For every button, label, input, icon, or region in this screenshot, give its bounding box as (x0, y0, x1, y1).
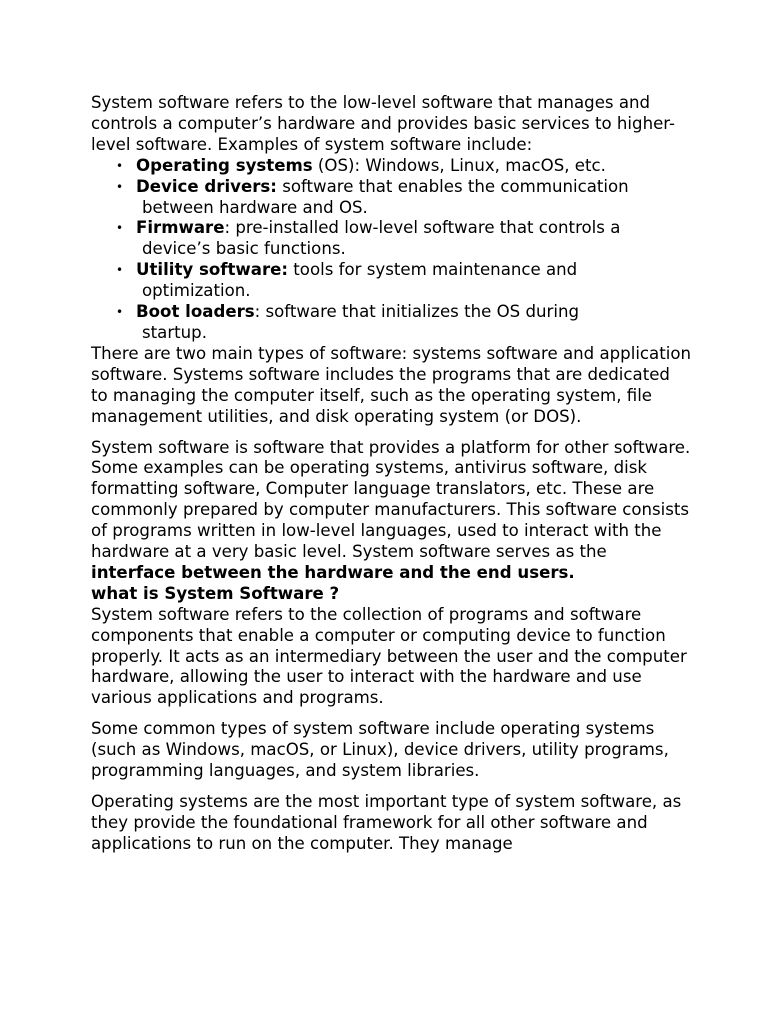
common-types-paragraph: Some common types of system software include operating systems (such as Windows, macOS, or Linux), device drivers, utility programs, programming languages, and system libraries. (91, 719, 669, 781)
list-item-desc: (OS): Windows, Linux, macOS, etc. (312, 155, 606, 175)
platform-paragraph-text: System software is software that provides a platform for other software. Some examples can be operating systems, antivirus software, disk formatting software, Computer language translators, etc. These are commonly prepared by computer manufacturers. This software consists of programs written in low-level languages, used to interact with the hardware at a very basic level. System software serves as the (91, 437, 691, 562)
bullet-icon: • (116, 305, 124, 320)
list-item-desc: : pre-installed low-level software that controls a (224, 218, 621, 238)
platform-paragraph-bold: interface between the hardware and the end users. (91, 562, 575, 582)
operating-systems-paragraph: Operating systems are the most important type of system software, as they provide the foundational framework for all other software and applications to run on the computer. They manage (91, 792, 682, 853)
bullet-icon: • (116, 263, 124, 278)
document-page (91, 93, 691, 855)
bullet-icon: • (116, 179, 124, 194)
list-item-continuation: optimization. (142, 281, 251, 301)
list-item-continuation: device’s basic functions. (142, 239, 346, 259)
list-item-desc: tools for system maintenance and (288, 260, 578, 280)
question-heading-text: what is System Software ? (91, 583, 340, 603)
list-item-term: Utility software: (136, 260, 289, 280)
list-item-desc: software that enables the communication (276, 176, 629, 196)
intro-paragraph: System software refers to the low-level software that manages and controls a computer’s hardware and provides basic services to higher-level software. Examples of system software include: (91, 93, 676, 154)
bullet-icon: • (116, 158, 124, 173)
list-item-term: Device drivers: (136, 176, 277, 196)
system-software-examples-list (91, 156, 691, 344)
definition-paragraph: System software refers to the collection of programs and software components that enable a computer or computing device to function properly. It acts as an intermediary between the user and the computer hardware, allowing the user to interact with the hardware and use various applications and programs. (91, 604, 687, 708)
list-item (116, 218, 691, 260)
platform-paragraph (91, 438, 691, 584)
list-item (116, 155, 691, 177)
list-item-continuation: startup. (142, 322, 207, 342)
list-item-desc: : software that initializes the OS during (254, 302, 580, 322)
list-item-term: Boot loaders (136, 302, 255, 322)
software-types-paragraph: There are two main types of software: systems software and application software. Systems software includes the programs that are dedicated to managing the computer itself, such as the operating system, file management utilities, and disk operating system (or DOS). (91, 343, 692, 426)
list-item (116, 302, 691, 344)
list-item (116, 176, 691, 219)
question-heading (91, 584, 691, 605)
list-item-continuation: between hardware and OS. (142, 197, 368, 217)
bullet-icon: • (116, 221, 124, 236)
list-item-term: Operating systems (136, 155, 313, 175)
list-item (116, 260, 691, 302)
list-item-term: Firmware (136, 218, 225, 238)
